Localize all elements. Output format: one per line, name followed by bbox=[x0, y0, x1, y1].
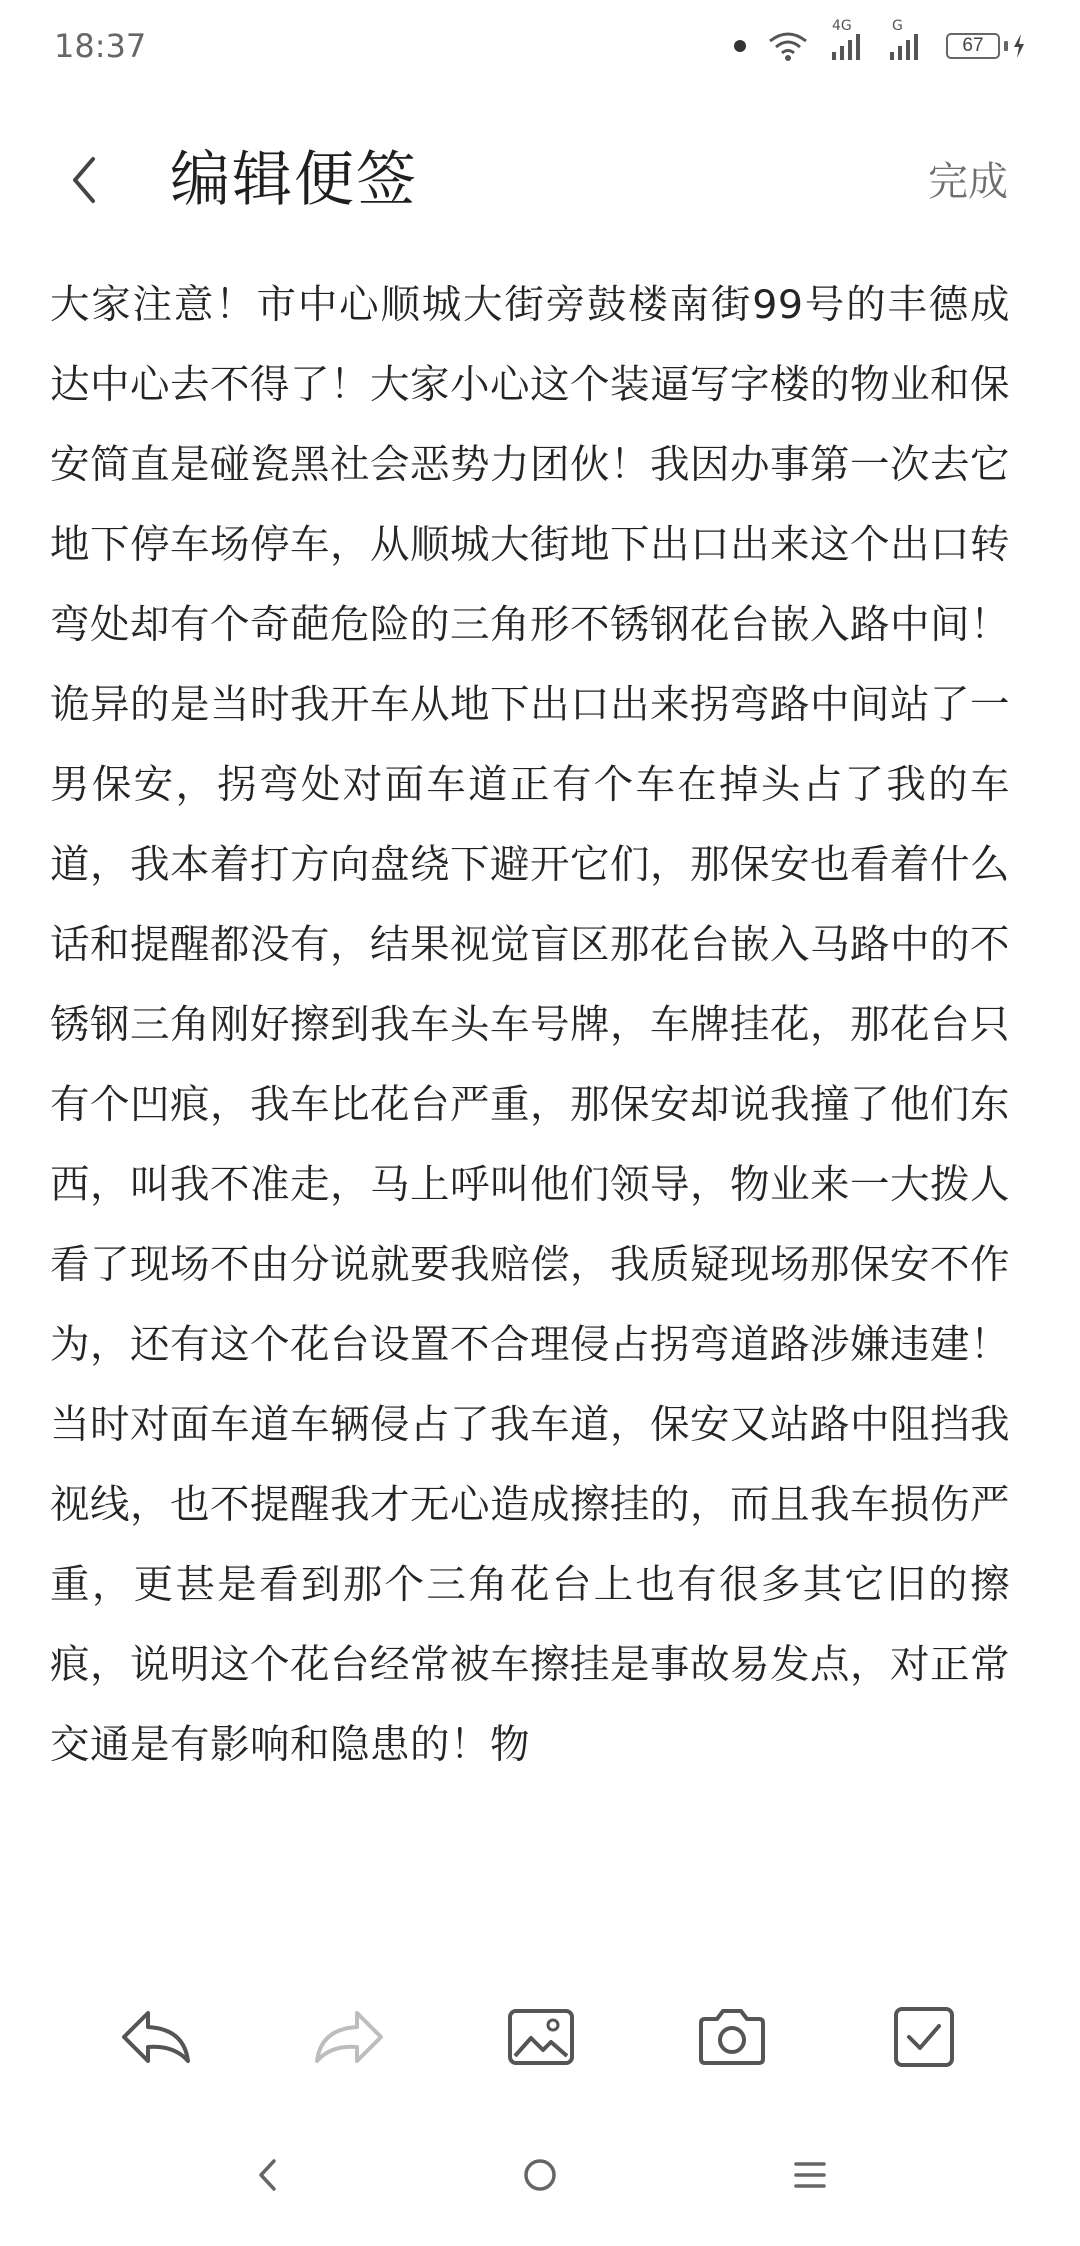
insert-image-button[interactable] bbox=[501, 1997, 581, 2077]
page-title: 编辑便签 bbox=[170, 145, 418, 215]
signal-4g-icon bbox=[830, 18, 866, 62]
checkbox-icon bbox=[893, 2006, 955, 2068]
nav-menu-button[interactable] bbox=[775, 2140, 845, 2210]
nav-back-button[interactable] bbox=[232, 2140, 302, 2210]
done-button[interactable]: 完成 bbox=[928, 159, 1008, 205]
editor-toolbar bbox=[0, 1985, 1080, 2085]
note-editor[interactable] bbox=[50, 265, 1010, 1970]
wifi-icon bbox=[768, 31, 808, 61]
signal-g-label: G bbox=[892, 18, 903, 34]
status-time: 18:37 bbox=[54, 27, 147, 65]
status-icons bbox=[734, 18, 1026, 62]
redo-button[interactable] bbox=[309, 1997, 389, 2077]
undo-icon bbox=[118, 2007, 194, 2067]
image-icon bbox=[507, 2008, 575, 2066]
back-nav-icon bbox=[255, 2157, 279, 2193]
redo-icon bbox=[311, 2007, 387, 2067]
camera-icon bbox=[697, 2007, 767, 2067]
home-nav-icon bbox=[522, 2157, 558, 2193]
note-content[interactable]: 大家注意！市中心顺城大街旁鼓楼南街99号的丰德成达中心去不得了！大家小心这个装逼写字楼的物业和保安简直是碰瓷黑社会恶势力团伙！我因办事第一次去它地下停车场停车，从顺城大街地下出口出来这个出口转弯处却有个奇葩危险的三角形不锈钢花台嵌入路中间！诡异的是当时我开车从地下出口出来拐弯路中间站了一男保安，拐弯处对面车道正有个车在掉头占了我的车道，我本着打方向盘绕下避开它们，那保安也看着什么话和提醒都没有，结果视觉盲区那花台嵌入马路中的不锈钢三角刚好擦到我车头车号牌，车牌挂花，那花台只有个凹痕，我车比花台严重，那保安却说我撞了他们东西，叫我不准走，马上呼叫他们领导，物业来一大拨人看了现场不由分说就要我赔偿，我质疑现场那保安不作为，还有这个花台设置不合理侵占拐弯道路涉嫌违建！当时对面车道车辆侵占了我车道，保安又站路中阻挡我视线，也不提醒我才无心造成擦挂的，而且我车损伤严重，更甚是看到那个三角花台上也有很多其它旧的擦痕，说明这个花台经常被车擦挂是事故易发点，对正常交通是有影响和隐患的！物 bbox=[50, 282, 1010, 1768]
notification-dot-icon bbox=[734, 40, 746, 52]
battery-cap bbox=[1004, 41, 1008, 51]
nav-home-button[interactable] bbox=[505, 2140, 575, 2210]
charging-icon bbox=[1012, 33, 1026, 59]
signal-4g-label: 4G bbox=[832, 18, 852, 34]
undo-button[interactable] bbox=[116, 1997, 196, 2077]
signal-g-icon bbox=[888, 18, 924, 62]
chevron-left-icon bbox=[69, 155, 99, 205]
camera-button[interactable] bbox=[692, 1997, 772, 2077]
back-button[interactable] bbox=[54, 148, 114, 212]
status-bar bbox=[0, 0, 1080, 92]
menu-nav-icon bbox=[792, 2159, 828, 2191]
system-nav-bar bbox=[0, 2130, 1080, 2220]
battery-indicator bbox=[946, 33, 1026, 59]
checklist-button[interactable] bbox=[884, 1997, 964, 2077]
header bbox=[0, 120, 1080, 240]
battery-level: 67 bbox=[946, 33, 1000, 59]
